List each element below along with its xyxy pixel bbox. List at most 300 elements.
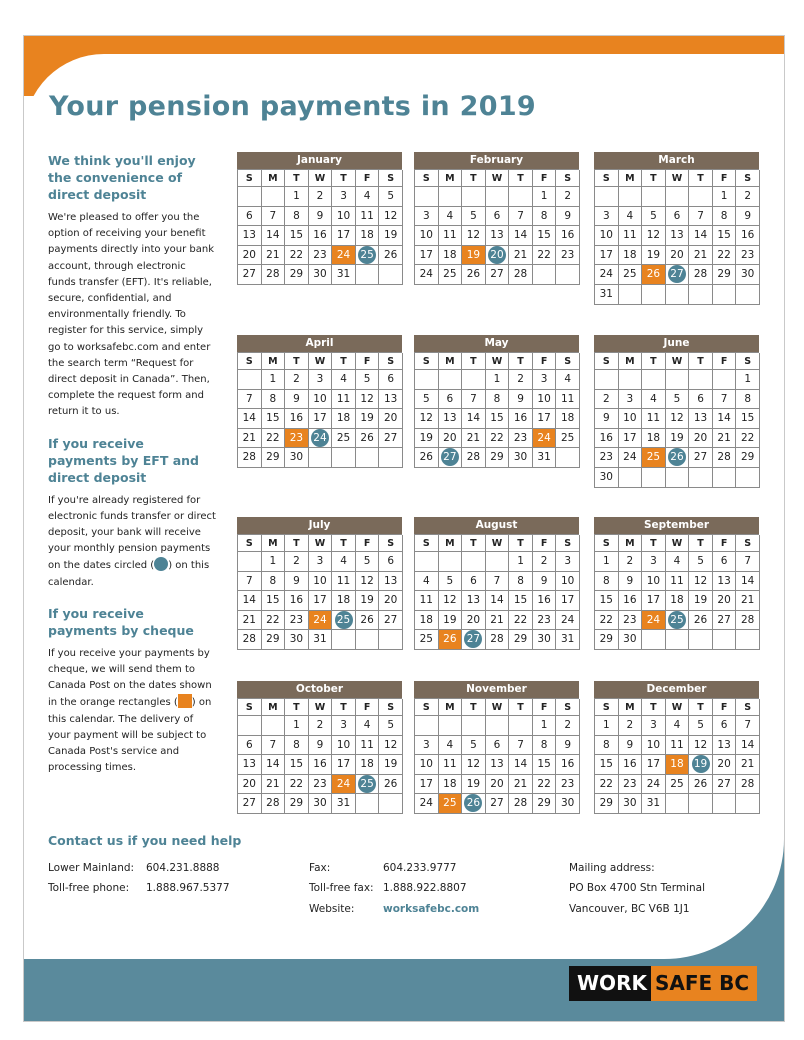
weekday-label: M (439, 699, 463, 716)
day-cell: 22 (262, 611, 286, 631)
day-cell: 14 (262, 755, 286, 775)
day-cell: 27 (713, 611, 737, 631)
day-cell: 30 (285, 448, 309, 468)
day-cell: 9 (285, 390, 309, 410)
day-cell: 31 (556, 630, 580, 650)
day-cell: 12 (439, 591, 463, 611)
day-cell: 12 (462, 226, 486, 246)
month-name: December (594, 681, 759, 698)
day-cell: 15 (533, 755, 557, 775)
cheque-date-cell: 25 (642, 448, 666, 468)
empty-day-cell (689, 285, 713, 305)
day-cell: 27 (486, 794, 510, 814)
day-cell: 8 (285, 207, 309, 227)
day-cell: 5 (415, 390, 439, 410)
day-cell: 15 (285, 755, 309, 775)
day-cell: 16 (509, 409, 533, 429)
day-cell: 9 (533, 572, 557, 592)
empty-day-cell (415, 187, 439, 207)
day-cell: 28 (713, 448, 737, 468)
day-cell: 14 (509, 755, 533, 775)
day-cell: 31 (642, 794, 666, 814)
day-cell: 27 (689, 448, 713, 468)
weekday-label: T (642, 353, 666, 370)
day-cell: 21 (262, 775, 286, 795)
day-cell: 31 (332, 794, 356, 814)
day-cell: 4 (666, 552, 690, 572)
day-cell: 10 (415, 755, 439, 775)
weekday-label: S (379, 353, 403, 370)
eft-date-cell (356, 775, 380, 795)
day-cell: 18 (439, 246, 463, 266)
eft-date-cell (356, 246, 380, 266)
day-cell: 17 (332, 755, 356, 775)
month-name: July (237, 517, 402, 534)
eft-date-cell (462, 630, 486, 650)
cheque-date-cell: 24 (642, 611, 666, 631)
weekday-label: T (509, 699, 533, 716)
empty-day-cell (379, 265, 403, 285)
day-cell: 16 (736, 226, 760, 246)
day-cell: 21 (736, 591, 760, 611)
month-days-grid (237, 352, 402, 468)
day-cell: 13 (486, 226, 510, 246)
day-cell: 21 (689, 246, 713, 266)
day-cell: 3 (642, 552, 666, 572)
weekday-label: F (356, 699, 380, 716)
day-cell: 31 (309, 630, 333, 650)
month-days-grid (414, 352, 579, 468)
empty-day-cell (736, 630, 760, 650)
eft-date-circle: 25 (335, 611, 353, 629)
day-cell: 9 (309, 736, 333, 756)
day-cell: 18 (356, 755, 380, 775)
day-cell: 6 (379, 552, 403, 572)
day-cell: 19 (462, 775, 486, 795)
mailing-line2: Vancouver, BC V6B 1J1 (569, 903, 690, 915)
day-cell: 16 (556, 755, 580, 775)
day-cell: 10 (332, 736, 356, 756)
weekday-label: S (595, 170, 619, 187)
weekday-label: T (332, 535, 356, 552)
empty-day-cell (619, 468, 643, 488)
day-cell: 15 (262, 591, 286, 611)
day-cell: 19 (689, 591, 713, 611)
day-cell: 10 (595, 226, 619, 246)
day-cell: 20 (713, 755, 737, 775)
day-cell: 17 (309, 409, 333, 429)
day-cell: 17 (415, 775, 439, 795)
day-cell: 6 (238, 736, 262, 756)
day-cell: 19 (439, 611, 463, 631)
weekday-label: S (415, 353, 439, 370)
day-cell: 3 (309, 552, 333, 572)
day-cell: 19 (379, 755, 403, 775)
day-cell: 8 (595, 736, 619, 756)
day-cell: 4 (332, 370, 356, 390)
empty-day-cell (439, 716, 463, 736)
day-cell: 2 (285, 370, 309, 390)
weekday-label: S (415, 170, 439, 187)
day-cell: 23 (619, 611, 643, 631)
eft-date-circle: 26 (464, 794, 482, 812)
empty-day-cell (439, 187, 463, 207)
day-cell: 22 (533, 246, 557, 266)
month-name: June (594, 335, 759, 352)
website-label: Website: (309, 903, 355, 915)
empty-day-cell (713, 794, 737, 814)
empty-day-cell (619, 285, 643, 305)
day-cell: 11 (332, 390, 356, 410)
day-cell: 2 (619, 552, 643, 572)
weekday-label: W (309, 353, 333, 370)
weekday-label: F (533, 535, 557, 552)
day-cell: 8 (262, 390, 286, 410)
day-cell: 20 (666, 246, 690, 266)
day-cell: 16 (619, 755, 643, 775)
empty-day-cell (666, 794, 690, 814)
day-cell: 15 (713, 226, 737, 246)
day-cell: 23 (556, 775, 580, 795)
day-cell: 23 (595, 448, 619, 468)
day-cell: 10 (556, 572, 580, 592)
weekday-label: S (736, 353, 760, 370)
day-cell: 24 (595, 265, 619, 285)
empty-day-cell (356, 448, 380, 468)
weekday-label: S (238, 699, 262, 716)
month-calendar (594, 681, 759, 814)
empty-day-cell (642, 630, 666, 650)
empty-day-cell (509, 187, 533, 207)
day-cell: 28 (509, 794, 533, 814)
day-cell: 29 (595, 794, 619, 814)
month-days-grid (594, 534, 759, 650)
weekday-label: S (238, 535, 262, 552)
day-cell: 5 (439, 572, 463, 592)
day-cell: 28 (509, 265, 533, 285)
day-cell: 23 (533, 611, 557, 631)
day-cell: 28 (486, 630, 510, 650)
day-cell: 20 (462, 611, 486, 631)
empty-day-cell (356, 794, 380, 814)
para-direct-deposit: We're pleased to offer you the option of receiving your benefit payments directly into your bank account, through electronic funds transfer (EFT). It's reliable, secure, confidential, and environmentally friendly. To register for this service, simply go to worksafebc.com and enter the search term “Request for direct deposit in Canada”. Then, complete the request form and return it to us. (48, 212, 215, 418)
para-eft-text-b: ) on this calendar. (48, 560, 210, 588)
day-cell: 10 (415, 226, 439, 246)
month-name: April (237, 335, 402, 352)
weekday-label: W (486, 535, 510, 552)
day-cell: 23 (556, 246, 580, 266)
weekday-label: F (713, 699, 737, 716)
day-cell: 5 (379, 716, 403, 736)
empty-day-cell (736, 468, 760, 488)
day-cell: 29 (533, 794, 557, 814)
weekday-label: F (356, 170, 380, 187)
empty-day-cell (736, 285, 760, 305)
day-cell: 28 (238, 630, 262, 650)
day-cell: 6 (486, 736, 510, 756)
day-cell: 29 (736, 448, 760, 468)
weekday-label: M (439, 170, 463, 187)
website-link[interactable] (383, 903, 479, 915)
logo-work-text: WORK (569, 966, 651, 1001)
weekday-label: T (689, 535, 713, 552)
worksafebc-logo (569, 966, 757, 1001)
day-cell: 10 (533, 390, 557, 410)
day-cell: 26 (356, 611, 380, 631)
day-cell: 11 (439, 226, 463, 246)
day-cell: 24 (556, 611, 580, 631)
day-cell: 9 (595, 409, 619, 429)
empty-day-cell (689, 794, 713, 814)
day-cell: 29 (509, 630, 533, 650)
day-cell: 16 (595, 429, 619, 449)
day-cell: 1 (262, 552, 286, 572)
cheque-date-cell: 18 (666, 755, 690, 775)
day-cell: 21 (509, 775, 533, 795)
website-link-text[interactable]: worksafebc.com (383, 903, 480, 915)
day-cell: 23 (309, 246, 333, 266)
month-name: January (237, 152, 402, 169)
day-cell: 8 (509, 572, 533, 592)
empty-day-cell (462, 370, 486, 390)
day-cell: 22 (285, 775, 309, 795)
weekday-label: S (736, 699, 760, 716)
day-cell: 15 (533, 226, 557, 246)
day-cell: 21 (509, 246, 533, 266)
day-cell: 3 (415, 736, 439, 756)
day-cell: 7 (509, 736, 533, 756)
day-cell: 25 (666, 775, 690, 795)
empty-day-cell (642, 468, 666, 488)
eft-date-circle: 24 (311, 429, 329, 447)
day-cell: 20 (439, 429, 463, 449)
eft-date-cell (462, 794, 486, 814)
day-cell: 18 (332, 409, 356, 429)
month-calendar (237, 152, 402, 285)
day-cell: 7 (262, 207, 286, 227)
tollfree-phone-label: Toll-free phone: (48, 882, 130, 894)
weekday-label: T (332, 699, 356, 716)
day-cell: 9 (556, 207, 580, 227)
weekday-label: S (379, 170, 403, 187)
eft-date-cell (332, 611, 356, 631)
empty-day-cell (556, 265, 580, 285)
day-cell: 22 (262, 429, 286, 449)
weekday-label: T (462, 699, 486, 716)
empty-day-cell (238, 716, 262, 736)
fax-label: Fax: (309, 862, 331, 874)
day-cell: 23 (736, 246, 760, 266)
day-cell: 3 (415, 207, 439, 227)
day-cell: 17 (415, 246, 439, 266)
day-cell: 9 (285, 572, 309, 592)
day-cell: 14 (689, 226, 713, 246)
day-cell: 15 (595, 591, 619, 611)
day-cell: 3 (556, 552, 580, 572)
tollfree-fax-label: Toll-free fax: (309, 882, 374, 894)
eft-date-circle: 27 (464, 630, 482, 648)
day-cell: 3 (642, 716, 666, 736)
day-cell: 19 (356, 591, 380, 611)
eft-date-cell (309, 429, 333, 449)
day-cell: 14 (509, 226, 533, 246)
empty-day-cell (379, 448, 403, 468)
day-cell: 22 (595, 611, 619, 631)
empty-day-cell (462, 187, 486, 207)
weekday-label: M (619, 170, 643, 187)
day-cell: 17 (332, 226, 356, 246)
month-calendar (414, 152, 579, 285)
day-cell: 23 (285, 611, 309, 631)
day-cell: 16 (285, 591, 309, 611)
day-cell: 20 (238, 246, 262, 266)
day-cell: 16 (309, 755, 333, 775)
day-cell: 18 (666, 591, 690, 611)
weekday-label: M (262, 170, 286, 187)
weekday-label: F (713, 170, 737, 187)
weekday-label: M (262, 353, 286, 370)
weekday-label: F (713, 353, 737, 370)
empty-day-cell (689, 187, 713, 207)
day-cell: 24 (619, 448, 643, 468)
day-cell: 8 (533, 736, 557, 756)
day-cell: 18 (619, 246, 643, 266)
day-cell: 13 (689, 409, 713, 429)
day-cell: 22 (486, 429, 510, 449)
day-cell: 4 (619, 207, 643, 227)
weekday-label: T (332, 353, 356, 370)
day-cell: 28 (736, 611, 760, 631)
day-cell: 7 (486, 572, 510, 592)
day-cell: 20 (379, 409, 403, 429)
day-cell: 2 (556, 187, 580, 207)
day-cell: 15 (509, 591, 533, 611)
day-cell: 1 (713, 187, 737, 207)
cheque-date-cell: 24 (332, 775, 356, 795)
day-cell: 21 (238, 429, 262, 449)
day-cell: 10 (309, 390, 333, 410)
weekday-label: S (415, 699, 439, 716)
day-cell: 16 (285, 409, 309, 429)
eft-date-circle: 26 (668, 448, 686, 466)
day-cell: 22 (713, 246, 737, 266)
empty-day-cell (666, 468, 690, 488)
day-cell: 30 (595, 468, 619, 488)
day-cell: 7 (462, 390, 486, 410)
day-cell: 4 (556, 370, 580, 390)
day-cell: 4 (439, 736, 463, 756)
day-cell: 29 (285, 794, 309, 814)
weekday-label: S (595, 699, 619, 716)
month-days-grid (414, 698, 579, 814)
day-cell: 8 (713, 207, 737, 227)
logo-safebc-text: SAFE BC (651, 966, 757, 1001)
teal-circle-icon (154, 557, 168, 571)
day-cell: 22 (736, 429, 760, 449)
day-cell: 14 (238, 591, 262, 611)
day-cell: 18 (556, 409, 580, 429)
page-title: Your pension payments in 2019 (49, 91, 537, 122)
empty-day-cell (462, 552, 486, 572)
day-cell: 8 (595, 572, 619, 592)
month-name: May (414, 335, 579, 352)
day-cell: 13 (713, 572, 737, 592)
day-cell: 9 (309, 207, 333, 227)
weekday-label: S (595, 353, 619, 370)
day-cell: 16 (309, 226, 333, 246)
day-cell: 7 (736, 716, 760, 736)
day-cell: 11 (556, 390, 580, 410)
day-cell: 5 (462, 736, 486, 756)
day-cell: 11 (619, 226, 643, 246)
weekday-label: S (379, 535, 403, 552)
day-cell: 5 (356, 552, 380, 572)
weekday-label: W (309, 170, 333, 187)
day-cell: 16 (556, 226, 580, 246)
empty-day-cell (533, 265, 557, 285)
day-cell: 16 (533, 591, 557, 611)
day-cell: 27 (713, 775, 737, 795)
day-cell: 13 (379, 572, 403, 592)
weekday-label: T (462, 535, 486, 552)
day-cell: 14 (736, 736, 760, 756)
lower-mainland-value: 604.231.8888 (146, 862, 220, 874)
month-name: October (237, 681, 402, 698)
day-cell: 13 (713, 736, 737, 756)
day-cell: 30 (619, 630, 643, 650)
day-cell: 9 (619, 736, 643, 756)
eft-date-cell (666, 611, 690, 631)
day-cell: 4 (439, 207, 463, 227)
day-cell: 26 (689, 611, 713, 631)
weekday-label: S (736, 535, 760, 552)
weekday-label: S (595, 535, 619, 552)
weekday-label: S (556, 170, 580, 187)
day-cell: 27 (379, 429, 403, 449)
empty-day-cell (309, 448, 333, 468)
day-cell: 15 (285, 226, 309, 246)
weekday-label: F (533, 170, 557, 187)
day-cell: 12 (462, 755, 486, 775)
day-cell: 13 (439, 409, 463, 429)
month-days-grid (594, 169, 759, 305)
day-cell: 30 (619, 794, 643, 814)
day-cell: 14 (736, 572, 760, 592)
empty-day-cell (595, 370, 619, 390)
month-calendar (594, 335, 759, 488)
day-cell: 15 (486, 409, 510, 429)
month-calendar (414, 517, 579, 650)
day-cell: 19 (415, 429, 439, 449)
day-cell: 30 (285, 630, 309, 650)
day-cell: 6 (379, 370, 403, 390)
month-days-grid (237, 169, 402, 285)
day-cell: 28 (262, 794, 286, 814)
month-days-grid (237, 534, 402, 650)
day-cell: 11 (356, 736, 380, 756)
day-cell: 1 (285, 716, 309, 736)
day-cell: 13 (238, 755, 262, 775)
month-days-grid (237, 698, 402, 814)
day-cell: 14 (238, 409, 262, 429)
day-cell: 12 (689, 572, 713, 592)
weekday-label: F (533, 699, 557, 716)
day-cell: 9 (556, 736, 580, 756)
day-cell: 18 (642, 429, 666, 449)
day-cell: 17 (309, 591, 333, 611)
cheque-date-cell: 23 (285, 429, 309, 449)
day-cell: 1 (533, 187, 557, 207)
